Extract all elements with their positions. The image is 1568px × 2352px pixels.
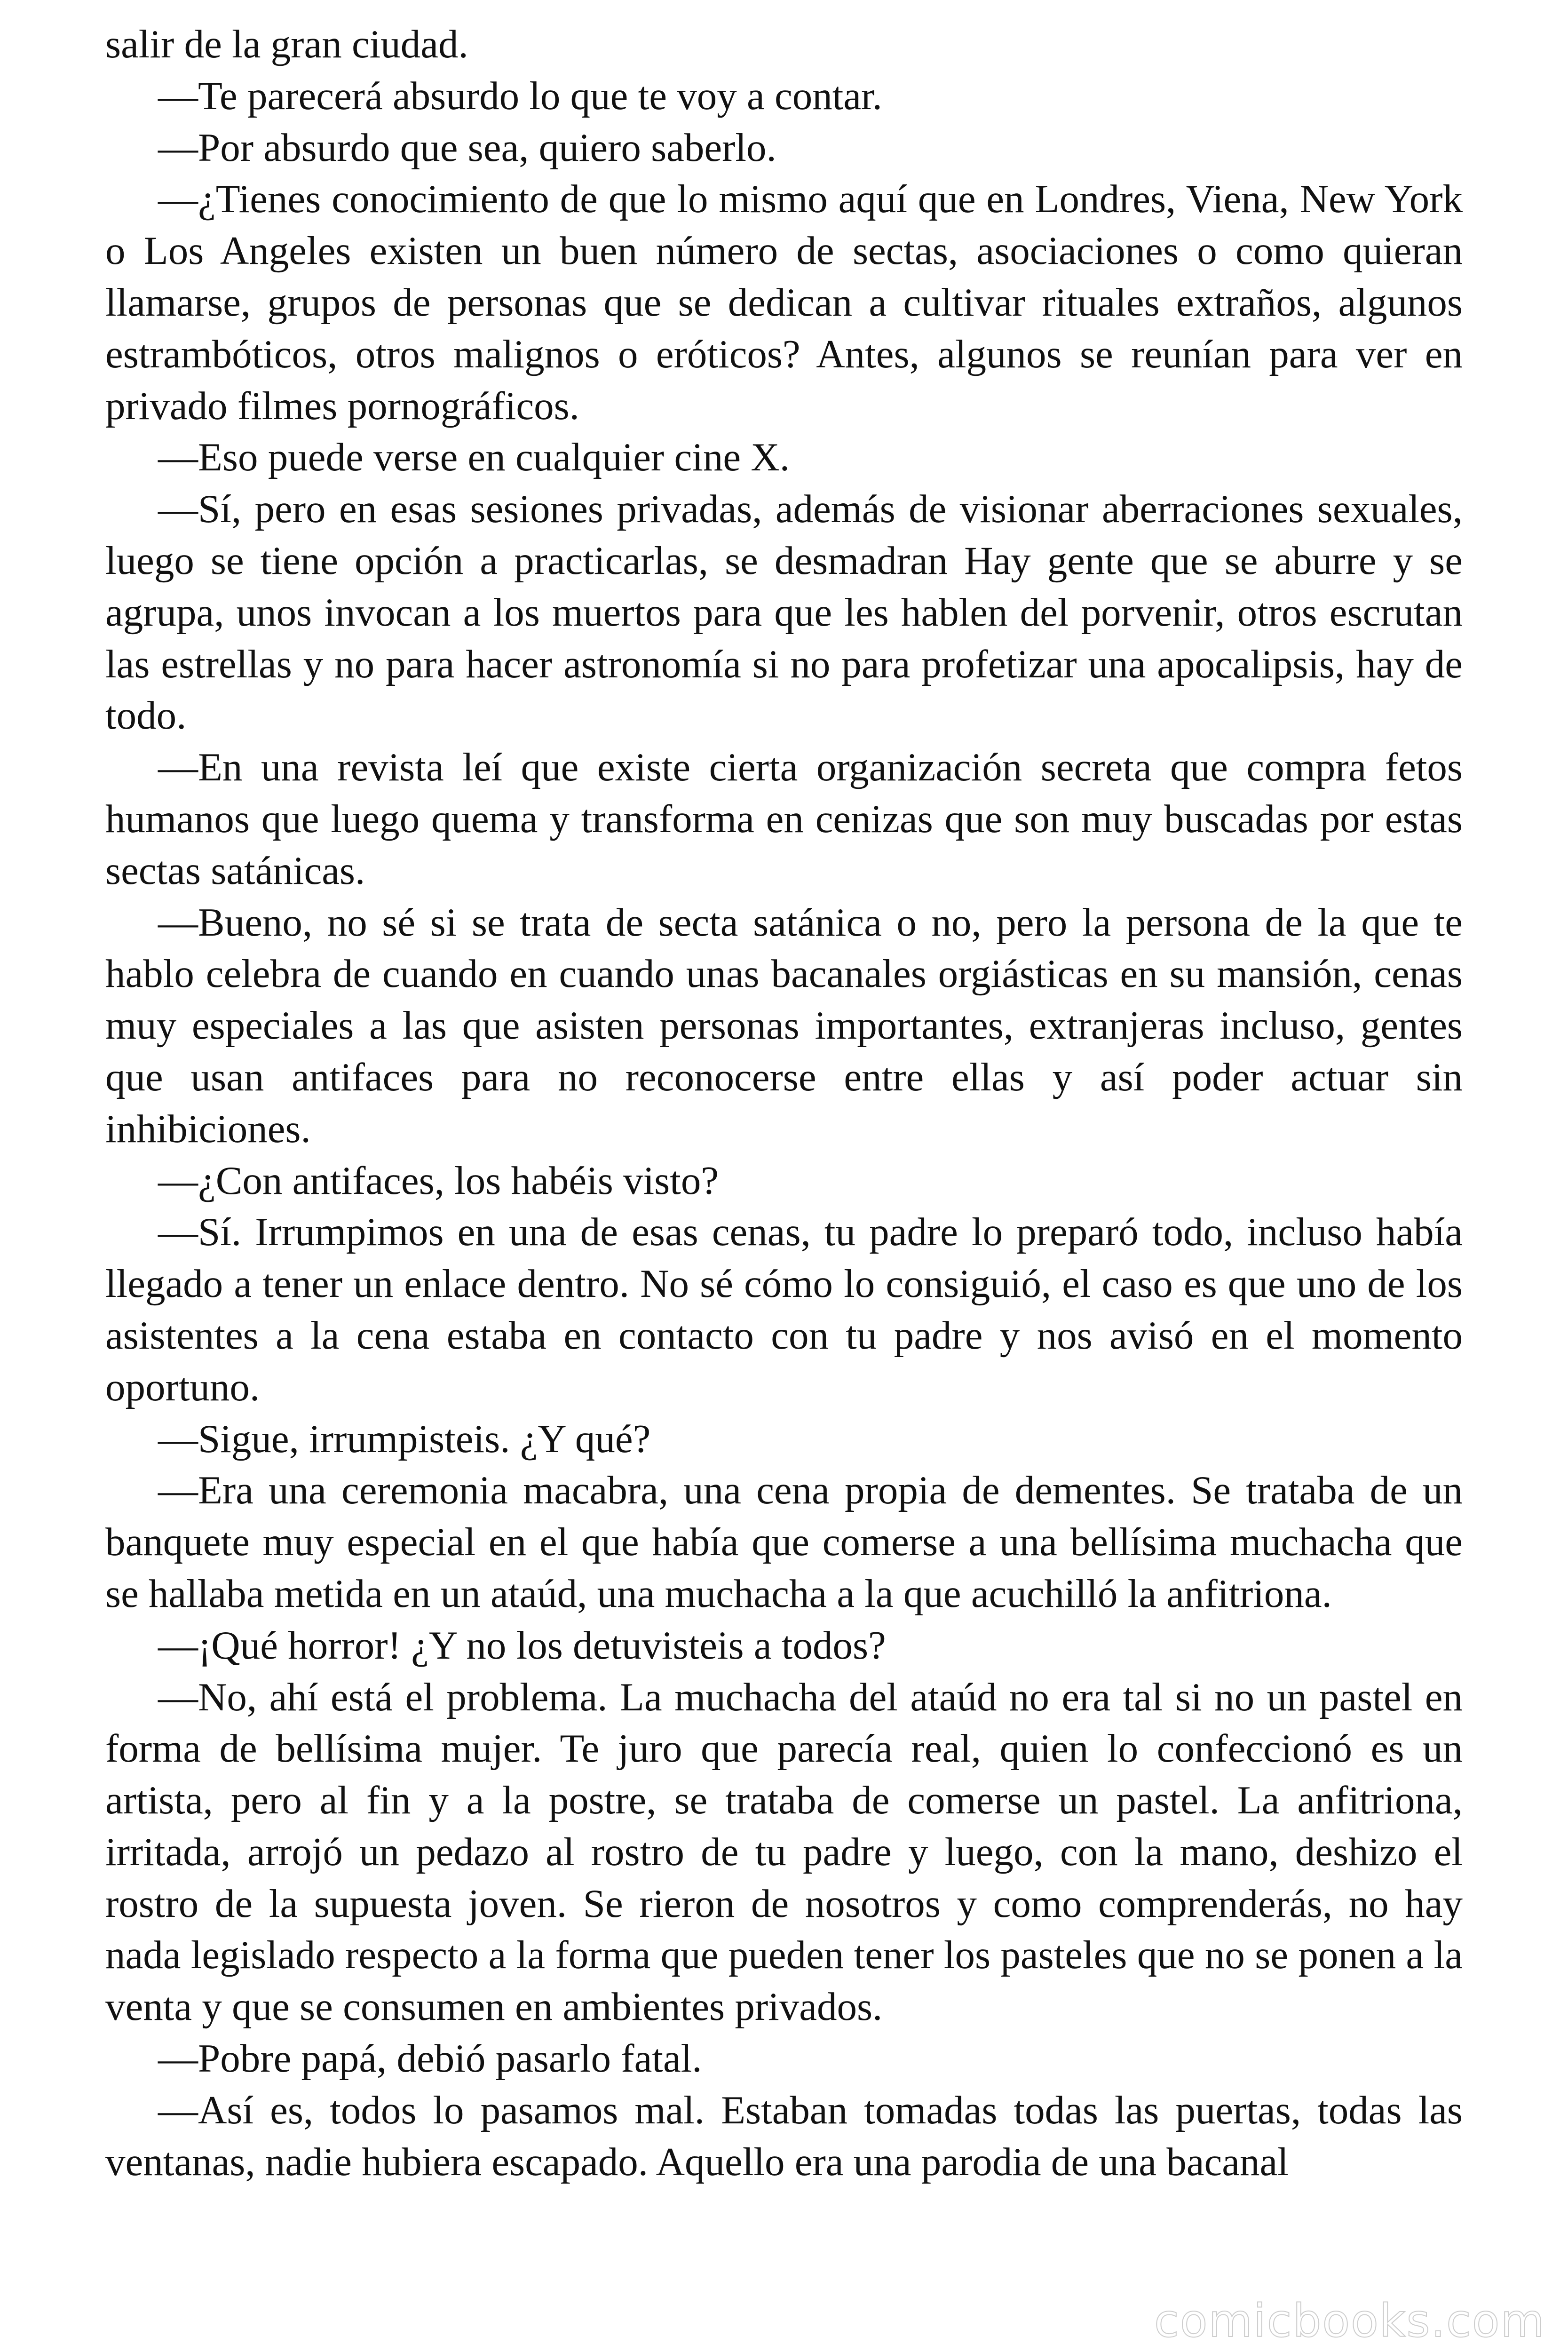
paragraph-4: —¿Tienes conocimiento de que lo mismo aquí que en Londres, Viena, New York o Los Angeles existen un buen número de sectas, asociaciones o como quieran llamarse, grupos de personas que se dedican a cultivar rituales extraños, algunos estrambóticos, otros malignos o eróticos? Antes, algunos se reunían para ver en privado filmes pornográficos. [105,177,1463,428]
paragraph-16: —Así es, todos lo pasamos mal. Estaban tomadas todas las puertas, todas las ventanas, nadie hubiera escapado. Aquello era una parodia de una bacanal [105,2088,1463,2184]
book-page [105,19,1463,2291]
paragraph-12: —Era una ceremonia macabra, una cena propia de dementes. Se trataba de un banquete muy especial en el que había que comerse a una bellísima muchacha que se hallaba metida en un ataúd, una muchacha a la que acuchilló la anfitriona. [105,1468,1463,1616]
paragraph-1: salir de la gran ciudad. [105,22,468,66]
paragraph-6: —Sí, pero en esas sesiones privadas, además de visionar aberraciones sexuales, luego se tiene opción a practicarlas, se desmadran Hay gente que se aburre y se agrupa, unos invocan a los muertos para que les hablen del porvenir, otros escrutan las estrellas y no para hacer astronomía si no para profetizar una apocalipsis, hay de todo. [105,487,1463,738]
paragraph-11: —Sigue, irrumpisteis. ¿Y qué? [158,1416,651,1461]
paragraph-14: —No, ahí está el problema. La muchacha del ataúd no era tal si no un pastel en forma de bellísima mujer. Te juro que parecía real, quien lo confeccionó es un artista, pero al fin y a la postre, se trataba de comerse un pastel. La anfitriona, irritada, arrojó un pedazo al rostro de tu padre y luego, con la mano, deshizo el rostro de la supuesta joven. Se rieron de nosotros y como comprenderás, no hay nada legislado respecto a la forma que pueden tener los pasteles que no se ponen a la venta y que se consumen en ambientes privados. [105,1675,1463,2029]
paragraph-2: —Te parecerá absurdo lo que te voy a contar. [158,73,882,118]
paragraph-9: —¿Con antifaces, los habéis visto? [158,1158,719,1203]
paragraph-10: —Sí. Irrumpimos en una de esas cenas, tu padre lo preparó todo, incluso había llegado a tener un enlace dentro. No sé cómo lo consiguió, el caso es que uno de los asistentes a la cena estaba en contacto con tu padre y nos avisó en el momento oportuno. [105,1210,1463,1409]
paragraph-5: —Eso puede verse en cualquier cine X. [158,435,790,480]
paragraph-8: —Bueno, no sé si se trata de secta satánica o no, pero la persona de la que te hablo celebra de cuando en cuando unas bacanales orgiásticas en su mansión, cenas muy especiales a las que asisten personas importantes, extranjeras incluso, gentes que usan antifaces para no reconocerse entre ellas y así poder actuar sin inhibiciones. [105,900,1463,1151]
paragraph-3: —Por absurdo que sea, quiero saberlo. [158,125,776,170]
watermark-text: comicbooks.com [1154,2295,1545,2347]
paragraph-13: —¡Qué horror! ¿Y no los detuvisteis a todos? [158,1623,886,1668]
paragraph-7: —En una revista leí que existe cierta organización secreta que compra fetos humanos que luego quema y transforma en cenizas que son muy buscadas por estas sectas satánicas. [105,745,1463,893]
paragraph-15: —Pobre papá, debió pasarlo fatal. [158,2036,702,2081]
